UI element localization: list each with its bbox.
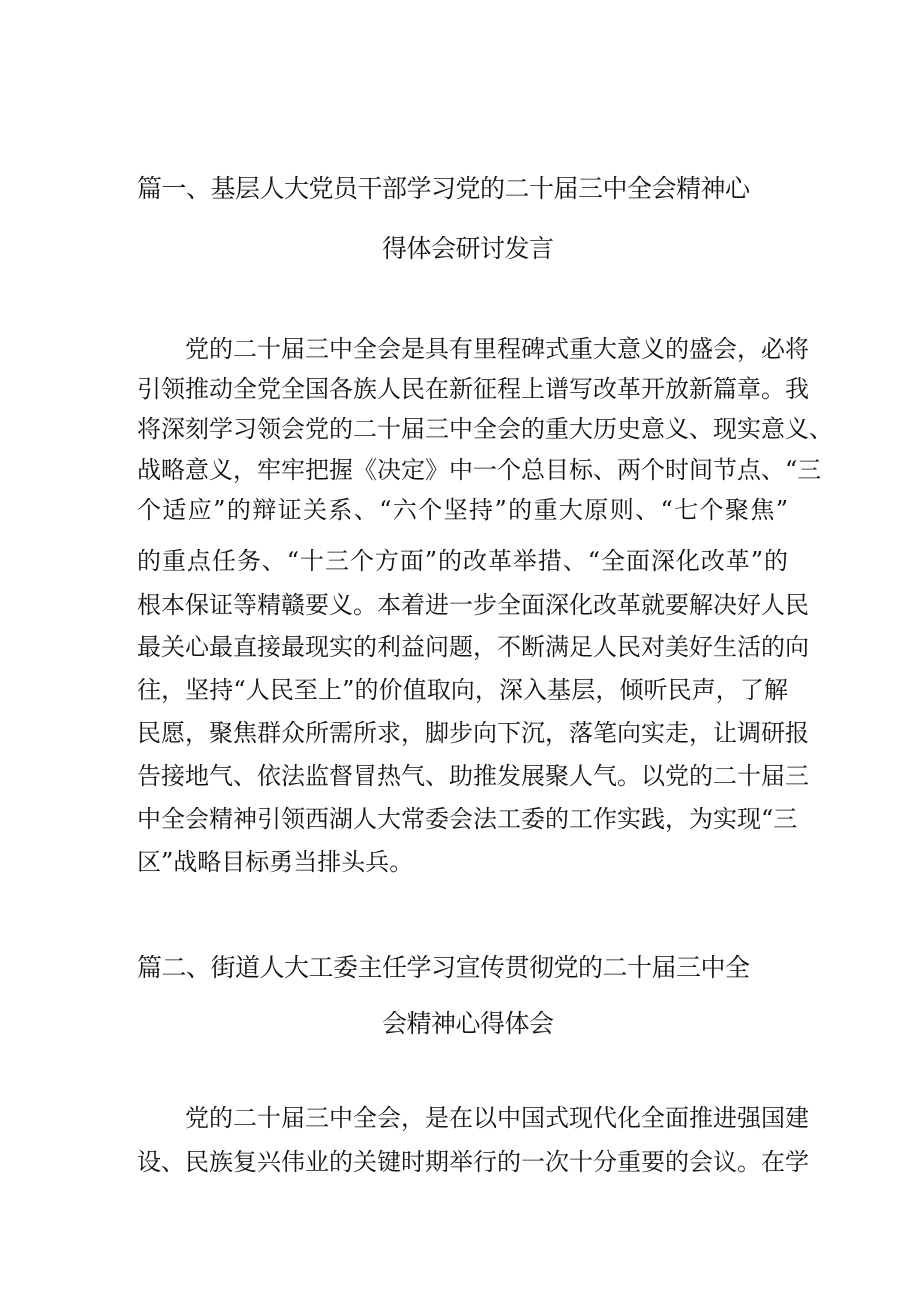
section-1-paragraph-line-13: 区”战略目标勇当排头兵。 (137, 848, 414, 876)
section-1-paragraph-line-5: 个适应”的辩证关系、“六个坚持”的重大原则、“七个聚焦” (137, 496, 788, 524)
section-1-paragraph-line-12: 中全会精神引领西湖人大常委会法工委的工作实践，为实现“三 (137, 805, 798, 833)
section-1-paragraph-line-11: 告接地气、依法监督冒热气、助推发展聚人气。以党的二十届三 (137, 762, 809, 790)
section-1-paragraph-line-6: 的重点任务、“十三个方面”的改革举措、“全面深化改革”的 (137, 547, 788, 575)
section-1-title-line-2: 得体会研讨发言 (382, 234, 554, 263)
section-1-paragraph-line-2: 引领推动全党全国各族人民在新征程上谱写改革开放新篇章。我 (137, 375, 809, 403)
section-1-paragraph-line-7: 根本保证等精赣要义。本着进一步全面深化改革就要解决好人民 (137, 591, 809, 619)
section-2-paragraph-line-1: 党的二十届三中全会，是在以中国式现代化全面推进强国建 (185, 1104, 809, 1132)
section-1-title-line-1: 篇一、基层人大党员干部学习党的二十届三中全会精神心 (137, 174, 750, 203)
section-1-paragraph-line-3: 将深刻学习领会党的二十届三中全会的重大历史意义、现实意义、 (137, 415, 833, 443)
section-1-paragraph-line-9: 往，坚持“人民至上”的价值取向，深入基层，倾听民声，了解 (137, 676, 788, 704)
section-2-paragraph-line-2: 设、民族复兴伟业的关键时期举行的一次十分重要的会议。在学 (137, 1148, 809, 1176)
section-1-paragraph-line-4: 战略意义，牢牢把握《决定》中一个总目标、两个时间节点、“三 (137, 456, 822, 484)
section-2-title-line-1: 篇二、街道人大工委主任学习宣传贯彻党的二十届三中全 (137, 953, 750, 982)
section-2-title-line-2: 会精神心得体会 (382, 1009, 554, 1038)
section-1-paragraph-line-8: 最关心最直接最现实的利益问题，不断满足人民对美好生活的向 (137, 633, 809, 661)
section-1-paragraph-line-1: 党的二十届三中全会是具有里程碑式重大意义的盛会，必将 (185, 335, 809, 363)
section-1-paragraph-line-10: 民愿，聚焦群众所需所求，脚步向下沉，落笔向实走，让调研报 (137, 719, 809, 747)
